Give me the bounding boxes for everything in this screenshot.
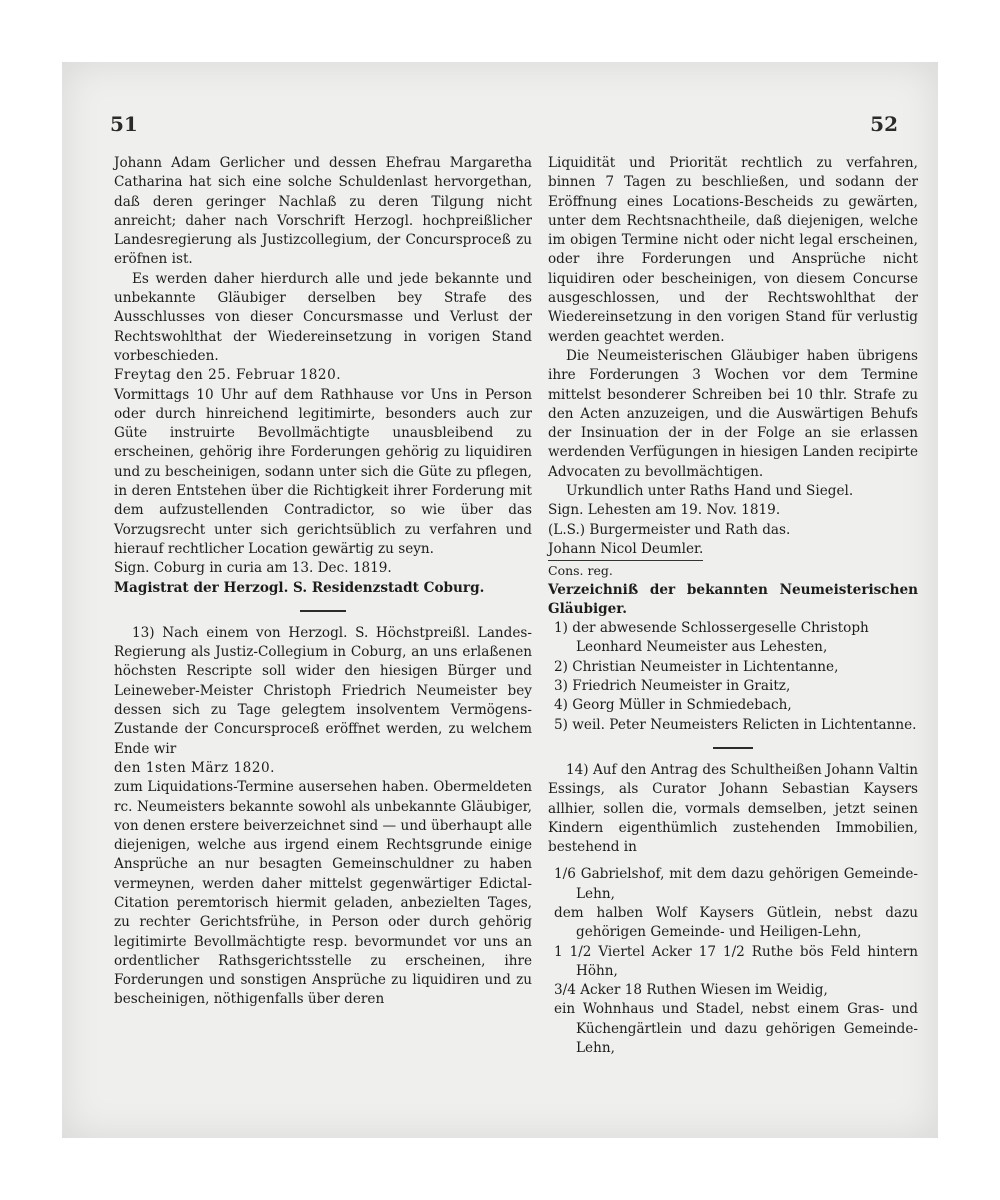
list-item: 1) der abwesende Schlossergeselle Christoph Leonhard Neumeister aus Lehesten, — [554, 620, 869, 656]
property-item: 1/6 Gabrielshof, mit dem dazu gehörigen Gemeinde-Lehn, — [554, 866, 918, 902]
signature-place: Sign. Lehesten am 19. Nov. 1819. — [548, 502, 781, 519]
signature-role: Cons. reg. — [548, 563, 613, 579]
section-divider — [300, 610, 346, 612]
section-divider — [713, 747, 753, 749]
attestation: Urkundlich unter Raths Hand und Siegel. — [566, 483, 854, 500]
property-item: 3/4 Acker 18 Ruthen Wiesen im Weidig, — [554, 982, 828, 999]
signature-name — [548, 540, 918, 561]
right-column — [548, 154, 918, 1058]
property-item: dem halben Wolf Kaysers Gütlein, nebst dazu gehörigen Gemeinde- und Heiligen-Lehn, — [554, 904, 918, 941]
creditor-list-title: Verzeichniß der bekannten Neumeisterischen Gläubiger. — [548, 581, 918, 617]
signature-authority: (L.S.) Burgermeister und Rath das. — [548, 521, 791, 538]
list-item: 3) Friedrich Neumeister in Graitz, — [554, 678, 791, 695]
notice-paragraph: Johann Adam Gerlicher und dessen Ehefrau Margaretha Catharina hat sich eine solche Schuldenlast hervorgethan, daß deren geringer Nachlaß zu deren Tilgung nicht anreicht; daher nach Vorschrift Herzogl. hochpreißlicher Landesregierung als Justizcollegium, der Concursproceß zu eröfnen ist. — [114, 155, 532, 268]
notice-paragraph: 13) Nach einem von Herzogl. S. Höchstpreißl. Landes-Regierung als Justiz-Collegium in Coburg, an uns erlaßenen höchsten Rescripte soll wider den hiesigen Bürger und Leineweber-Meister Christoph Friedrich Neumeister bey dessen sich zu Tage gelegtem insolventem Vermögens-Zustande der Concursproceß eröffnet werden, zu welchem Ende wir — [114, 624, 532, 757]
left-column — [114, 154, 532, 1010]
page-number-right: 52 — [870, 112, 898, 136]
creditor-list — [548, 619, 918, 735]
notice-paragraph: zum Liquidations-Termine ausersehen haben. Obermeldeten rc. Neumeisters bekannte sowohl als unbekannte Gläubiger, von denen erstere beiverzeichnet sind — und überhaupt alle diejenigen, welche aus irgend einem Rechtsgrunde einige Ansprüche an nur besagten Gemeinschuldner zu haben vermeynen, werden daher mittelst gegenwärtiger Edictal-Citation peremtorisch hiermit geladen, anbezielten Tages, zu rechter Gerichtsfrühe, in Person oder durch gehörig legitimirte Bevollmächtigte resp. bevormundet vor uns an ordentlicher Rathsgerichtsstelle zu erscheinen, ihre Forderungen und sonstigen Ansprüche zu liquidiren und zu bescheinigen, nöthigenfalls über deren — [114, 779, 532, 1008]
hearing-date: den 1sten März 1820. — [114, 759, 275, 776]
signature-name-text: Johann Nicol Deumler. — [548, 540, 703, 561]
list-item: 2) Christian Neumeister in Lichtentanne, — [554, 658, 839, 675]
signature-authority: Magistrat der Herzogl. S. Residenzstadt Coburg. — [114, 579, 485, 596]
list-item: 4) Georg Müller in Schmiedebach, — [554, 697, 792, 714]
newspaper-page — [62, 62, 938, 1138]
page-number-left: 51 — [110, 112, 138, 136]
notice-paragraph: Vormittags 10 Uhr auf dem Rathhause vor Uns in Person oder durch hinreichend legitimirte, besonders auch zur Güte instruirte Bevollmächtigte unausbleibend zu erscheinen, gehörig ihre Forderungen gehörig zu liquidiren und zu bescheinigen, sodann unter sich die Güte zu pflegen, in deren Entstehen über die Richtigkeit ihrer Forderung mit dem aufzustellenden Contradictor, so wie über das Vorzugsrecht unter sich gerichtsüblich zu verfahren und hierauf rechtlicher Location gewärtig zu seyn. — [114, 386, 532, 557]
property-item: ein Wohnhaus und Stadel, nebst einem Gras- und Küchengärtlein und dazu gehörigen Gemeinde-Lehn, — [554, 1001, 918, 1057]
list-item: 5) weil. Peter Neumeisters Relicten in Lichtentanne. — [554, 716, 917, 733]
notice-paragraph: Es werden daher hierdurch alle und jede bekannte und unbekannte Gläubiger derselben bey Strafe des Ausschlusses von dieser Concursmasse und Verlust der Rechtswohlthat der Wiedereinsetzung in vorigen Stand vorbeschieden. — [114, 270, 532, 364]
signature-place: Sign. Coburg in curia am 13. Dec. 1819. — [114, 560, 392, 577]
notice-paragraph: Liquidität und Priorität rechtlich zu verfahren, binnen 7 Tagen zu beschließen, und sodann der Eröffnung eines Locations-Bescheids zu gewärten, unter dem Rechtsnachtheile, daß diejenigen, welche im obigen Termine nicht oder nicht legal erscheinen, oder ihre Forderungen und Ansprüche nicht liquidiren oder bescheinigen, von diesem Concurse ausgeschlossen, und der Rechtswohlthat der Wiedereinsetzung in den vorigen Stand für verlustig werden geachtet werden. — [548, 155, 918, 345]
notice-paragraph: Die Neumeisterischen Gläubiger haben übrigens ihre Forderungen 3 Wochen vor dem Termine mittelst besonderer Schreiben bei 10 thlr. Strafe zu den Acten anzuzeigen, und die Auswärtigen Behufs der Insinuation der in der Folge an sie erlassen werdenden Verfügungen in hiesigen Landen recipirte Advocaten zu bevollmächtigen. — [548, 347, 918, 480]
property-item: 1 1/2 Viertel Acker 17 1/2 Ruthe bös Feld hintern Höhn, — [554, 943, 918, 979]
hearing-date: Freytag den 25. Februar 1820. — [114, 367, 342, 384]
notice-paragraph: 14) Auf den Antrag des Schultheißen Johann Valtin Essings, als Curator Johann Sebastian Kaysers allhier, sollen die, vormals demselben, jetzt seinen Kindern eigenthümlich zustehenden Immobilien, bestehend in — [548, 761, 918, 856]
